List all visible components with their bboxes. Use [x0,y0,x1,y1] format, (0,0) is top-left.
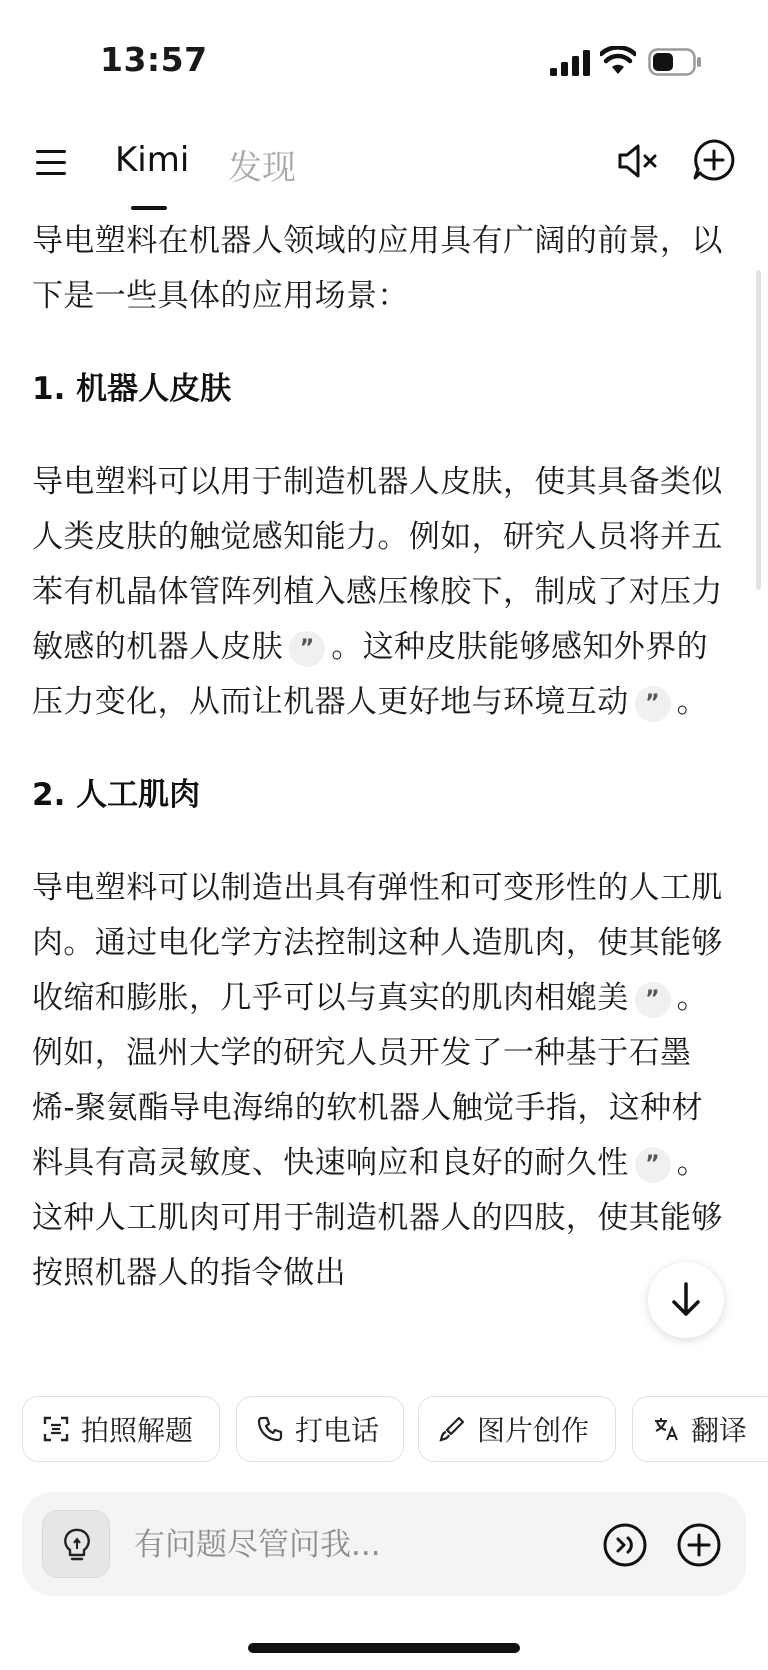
scrollbar[interactable] [756,270,761,590]
tab-discover[interactable] [228,140,296,189]
section-paragraph-1 [32,455,732,730]
menu-icon[interactable] [32,142,74,184]
speaker-mute-icon[interactable] [614,138,660,184]
translate-button[interactable] [632,1396,768,1462]
image-creation-button[interactable] [418,1396,616,1462]
chat-input-bar [22,1492,746,1596]
citation-quote-icon[interactable]: ” [289,631,325,667]
section-heading-1: 1. 机器人皮肤 [32,371,232,407]
app-header [0,120,768,210]
status-time: 13:57 [100,40,208,79]
voice-input-icon[interactable] [602,1522,648,1568]
cellular-signal-icon [550,50,590,76]
chip-label: 翻译 [691,1414,748,1447]
photo-solve-button[interactable] [22,1396,220,1462]
chip-label: 打电话 [295,1414,380,1447]
citation-quote-icon[interactable]: ” [635,982,671,1018]
tab-kimi-label: Kimi [115,140,190,180]
home-indicator [248,1643,520,1653]
section-heading-2: 2. 人工肌肉 [32,777,201,813]
chat-input[interactable] [132,1516,566,1574]
paragraph-text: 导电塑料可以制造出具有弹性和可变形性的人工肌肉。通过电化学方法控制这种人造肌肉，使其能够收缩和膨胀，几乎可以与真实的肌肉相媲美 [32,870,723,1016]
scroll-to-bottom-button[interactable] [648,1262,724,1338]
add-attachment-icon[interactable] [676,1522,722,1568]
quick-actions-bar [22,1396,768,1464]
phone-call-button[interactable] [236,1396,404,1462]
chip-label: 图片创作 [477,1414,590,1447]
intro-paragraph: 导电塑料在机器人领域的应用具有广阔的前景，以下是一些具体的应用场景： [32,223,723,314]
chip-label: 拍照解题 [81,1414,194,1447]
status-bar [0,0,768,120]
citation-quote-icon[interactable]: ” [635,1147,671,1183]
prompt-ideas-button[interactable] [42,1510,110,1578]
paragraph-text: 。这种人工肌肉可用于制造机器人的四肢，使其能够按照机器人的指令做出 [32,1145,723,1291]
paragraph-text: 。例如，温州大学的研究人员开发了一种基于石墨烯-聚氨酯导电海绵的软机器人触觉手指，这种材料具有高灵敏度、快速响应和良好的耐久性 [32,980,709,1181]
scan-icon [43,1416,69,1442]
assistant-message [32,214,732,1370]
paragraph-text: 导电塑料可以用于制造机器人皮肤，使其具备类似人类皮肤的触觉感知能力。例如，研究人员将并五苯有机晶体管阵列植入感压橡胶下，制成了对压力敏感的机器人皮肤 [32,464,723,665]
wifi-icon [600,46,636,76]
battery-icon [648,48,702,76]
section-paragraph-2 [32,861,732,1301]
tab-discover-label: 发现 [228,148,296,188]
translate-icon [653,1416,679,1442]
paragraph-text: 。 [676,684,709,720]
tab-kimi[interactable] [115,140,189,180]
lightbulb-icon [62,1527,92,1563]
arrow-down-icon [668,1280,704,1320]
new-chat-icon[interactable] [690,136,738,184]
phone-icon [257,1416,283,1442]
paragraph-text: 。这种皮肤能够感知外界的压力变化，从而让机器人更好地与环境互动 [32,629,709,720]
brush-icon [439,1416,465,1442]
content-fade [0,1340,768,1370]
citation-quote-icon[interactable]: ” [635,686,671,722]
active-tab-indicator [131,206,167,210]
